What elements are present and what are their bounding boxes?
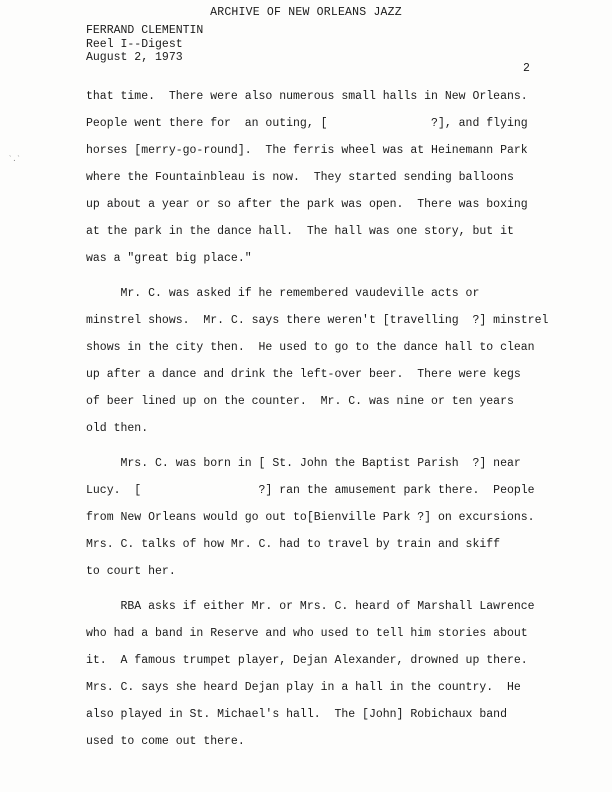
text-line: People went there for an outing, [ ?], and flying xyxy=(86,117,528,130)
text-line: up about a year or so after the park was open. There was boxing xyxy=(86,198,528,211)
text-line: it. A famous trumpet player, Dejan Alexander, drowned up there. xyxy=(86,654,528,667)
text-line: at the park in the dance hall. The hall was one story, but it xyxy=(86,225,514,238)
text-line: used to come out there. xyxy=(86,735,245,748)
text-line: old then. xyxy=(86,422,149,435)
interviewee-name: FERRAND CLEMENTIN xyxy=(86,24,204,37)
text-line: horses [merry-go-round]. The ferris wheel was at Heinemann Park xyxy=(86,144,528,157)
document-header-block xyxy=(86,24,203,65)
text-line: also played in St. Michael's hall. The [John] Robichaux band xyxy=(86,708,507,721)
archive-title: ARCHIVE OF NEW ORLEANS JAZZ xyxy=(210,6,402,19)
text-line: who had a band in Reserve and who used to tell him stories about xyxy=(86,627,528,640)
text-line: was a "great big place." xyxy=(86,252,252,265)
transcript-body xyxy=(86,89,566,761)
text-line: where the Fountainbleau is now. They started sending balloons xyxy=(86,171,514,184)
paragraph xyxy=(86,456,566,591)
margin-mark: `.` xyxy=(8,156,21,164)
paragraph-gap xyxy=(86,278,566,286)
text-line: Mrs. C. talks of how Mr. C. had to travel by train and skiff xyxy=(86,538,501,551)
paragraph-gap xyxy=(86,591,566,599)
text-line: up after a dance and drink the left-over beer. There were kegs xyxy=(86,368,521,381)
paragraph xyxy=(86,89,566,278)
paragraph xyxy=(86,599,566,761)
reel-label: Reel I--Digest xyxy=(86,37,183,51)
paragraph xyxy=(86,286,566,448)
text-line: RBA asks if either Mr. or Mrs. C. heard of Marshall Lawrence xyxy=(86,600,535,613)
text-line: Mr. C. was asked if he remembered vaudeville acts or xyxy=(86,287,480,300)
text-line: of beer lined up on the counter. Mr. C. was nine or ten years xyxy=(86,395,514,408)
paragraph-gap xyxy=(86,448,566,456)
text-line: to court her. xyxy=(86,565,176,578)
interview-date: August 2, 1973 xyxy=(86,51,183,64)
text-line: shows in the city then. He used to go to the dance hall to clean xyxy=(86,341,535,354)
text-line: minstrel shows. Mr. C. says there weren't [travelling ?] minstrel xyxy=(86,314,549,327)
text-line: from New Orleans would go out to[Bienville Park ?] on excursions. xyxy=(86,511,535,524)
text-line: Mrs. C. was born in [ St. John the Baptist Parish ?] near xyxy=(86,457,521,470)
text-line: that time. There were also numerous small halls in New Orleans. xyxy=(86,90,528,103)
text-line: Mrs. C. says she heard Dejan play in a hall in the country. He xyxy=(86,681,521,694)
page-number: 2 xyxy=(523,62,530,75)
text-line: Lucy. [ ?] ran the amusement park there. People xyxy=(86,484,535,497)
